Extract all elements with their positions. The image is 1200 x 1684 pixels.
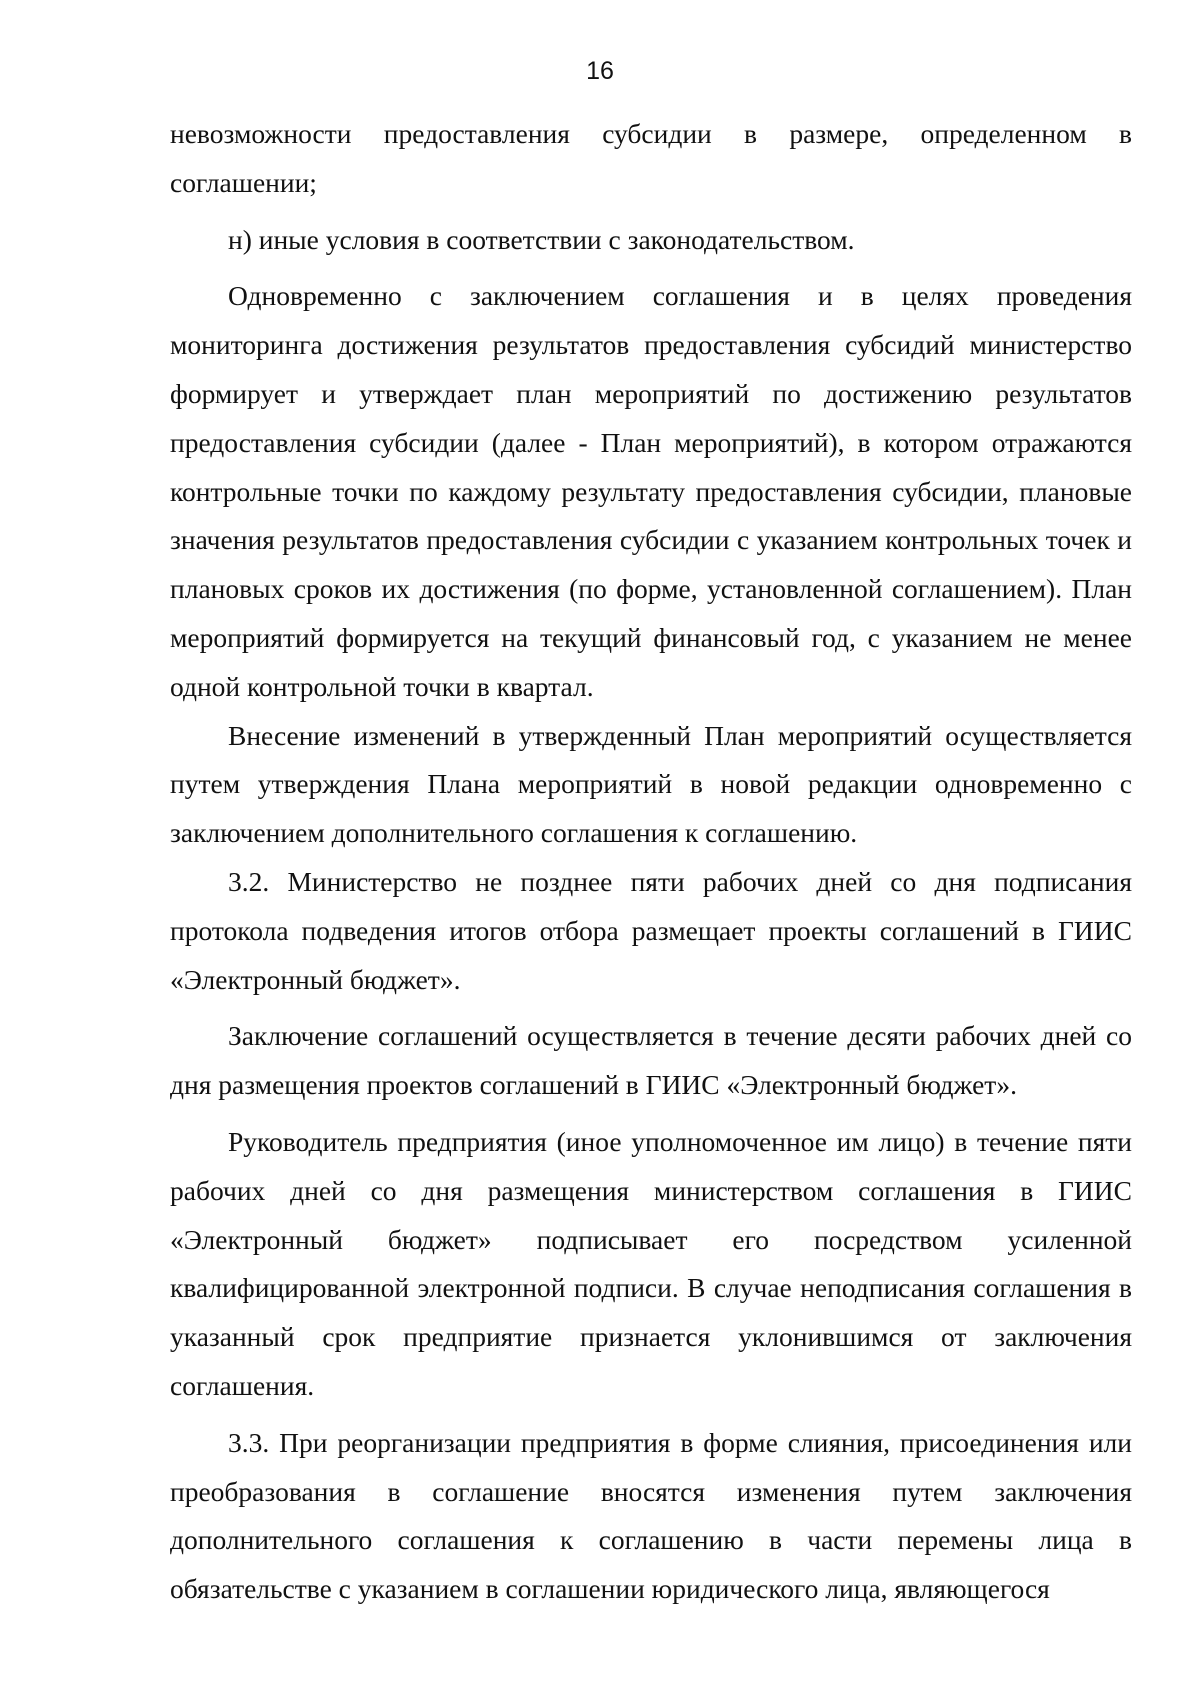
paragraph-item-n: н) иные условия в соответствии с законодательством. [228,223,855,255]
document-body [170,110,1132,1614]
paragraph-3-2: 3.2. Министерство не позднее пяти рабочих дней со дня подписания протокола подведения итогов отбора размещает проекты соглашений в ГИИС «Электронный бюджет». [170,865,1132,995]
page-number: 16 [586,57,614,85]
paragraph-monitoring-plan: Одновременно с заключением соглашения и в целях проведения мониторинга достижения результатов предоставления субсидий министерство формирует и утверждает план мероприятий по достижению результатов предоставления субсидии (далее - План мероприятий), в котором отражаются контрольные точки по каждому результату предоставления субсидии, плановые значения результатов предоставления субсидии с указанием контрольных точек и плановых сроков их достижения (по форме, установленной соглашением). План мероприятий формируется на текущий финансовый год, с указанием не менее одной контрольной точки в квартал. [170,280,1132,702]
paragraph-signing: Руководитель предприятия (иное уполномоченное им лицо) в течение пяти рабочих дней со дня размещения министерством соглашения в ГИИС «Электронный бюджет» подписывает его посредством усиленной квалифицированной электронной подписи. В случае неподписания соглашения в указанный срок предприятие признается уклонившимся от заключения соглашения. [170,1125,1132,1401]
paragraph-conclusion-terms: Заключение соглашений осуществляется в течение десяти рабочих дней со дня размещения проектов соглашений в ГИИС «Электронный бюджет». [170,1020,1132,1101]
paragraph-continuation: невозможности предоставления субсидии в размере, определенном в соглашении; [170,118,1132,198]
paragraph-3-3: 3.3. При реорганизации предприятия в форме слияния, присоединения или преобразования в соглашение вносятся изменения путем заключения дополнительного соглашения к соглашению в части перемены лица в обязательстве с указанием в соглашении юридического лица, являющегося [170,1426,1132,1605]
paragraph-plan-changes: Внесение изменений в утвержденный План мероприятий осуществляется путем утверждения Плана мероприятий в новой редакции одновременно с заключением дополнительного соглашения к соглашению. [170,719,1132,849]
